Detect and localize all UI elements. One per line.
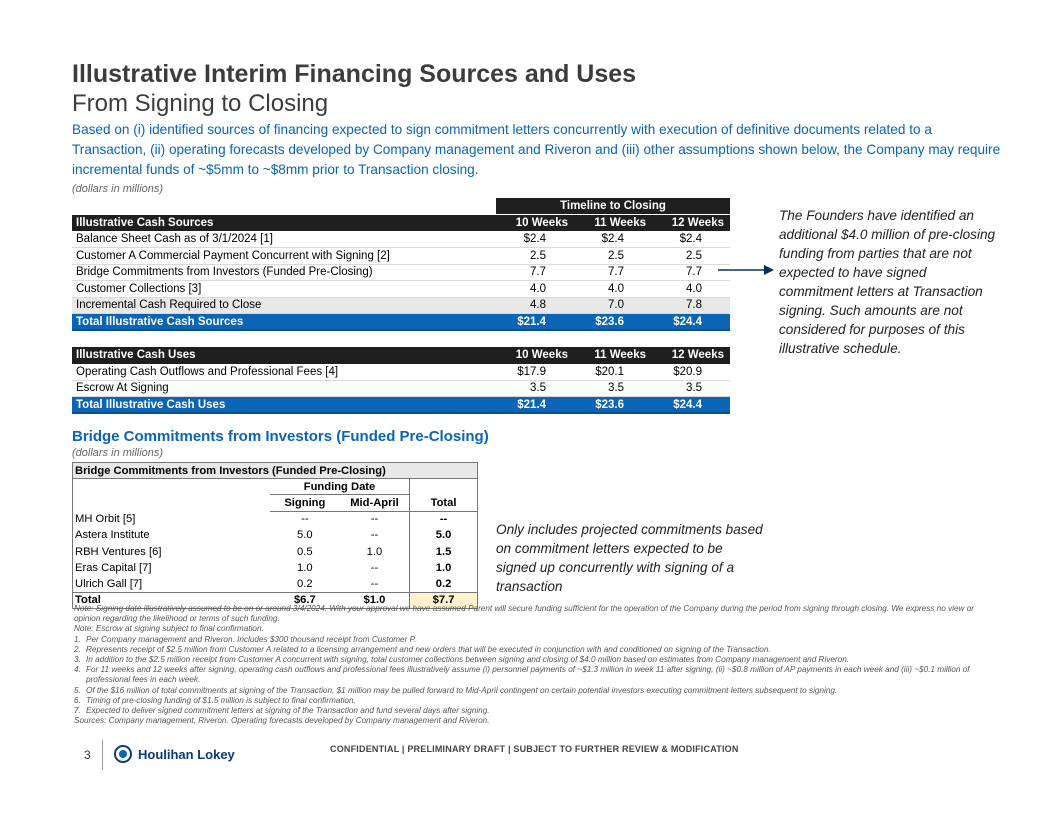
cell-value: 4.0 [496, 281, 574, 298]
cell-value: -- [370, 529, 379, 542]
bridge-table-title: Bridge Commitments from Investors (Funded Pre-Closing) [73, 463, 478, 479]
header-cell: 12 Weeks [652, 215, 730, 232]
footnote-item: 1. Per Company management and Riveron. Includes $300 thousand receipt from Customer P. [74, 634, 417, 644]
cell-value: $2.4 [496, 231, 574, 248]
cell-value: 7.7 [574, 264, 652, 281]
page-number: 3 [84, 748, 91, 762]
cell-value: $17.9 [496, 364, 574, 381]
cell-value: 1.5 [410, 543, 478, 559]
footnote-item: 3. In addition to the $2.5 million receipt from Customer A concurrent with signing, total customer collections between signing and closing of $4.0 million based on estimates from Company management and Riveron. [74, 655, 850, 665]
footnote-text: In addition to the $2.5 million receipt from Customer A concurrent with signing, total customer collections between signing and closing of $4.0 million based on estimates from Company management and Riveron. [86, 655, 850, 665]
bridge-table-title-row [73, 463, 478, 479]
cell-value: 5.0 [410, 527, 478, 543]
cell-value: $20.9 [652, 364, 730, 381]
cell-value: -- [301, 513, 309, 526]
note-text: Note: Escrow at signing subject to final confirmation. [74, 624, 264, 634]
row-label: Astera Institute [75, 529, 150, 542]
row-label: Bridge Commitments from Investors (Funded Pre-Closing) [72, 264, 496, 281]
page-title: Illustrative Interim Financing Sources and Uses [72, 60, 637, 88]
header-cell: Signing [270, 495, 340, 511]
uses-header-row [72, 347, 730, 364]
table-row [72, 264, 730, 281]
cell-value: 7.7 [496, 264, 574, 281]
footnote-text: Expected to deliver signed commitment letters at signing of the Transaction and fund several days after signing. [86, 706, 490, 716]
total-value: $23.6 [574, 314, 652, 331]
row-label: Incremental Cash Required to Close [72, 297, 496, 314]
bridge-section-title: Bridge Commitments from Investors (Funded Pre-Closing) [72, 428, 489, 445]
footnote-item: 6. Timing of pre-closing funding of $1.5 million is subject to final confirmation. [74, 695, 356, 705]
total-value: $24.4 [652, 397, 730, 414]
footnote-text: Timing of pre-closing funding of $1.5 million is subject to final confirmation. [86, 695, 356, 705]
row-label: Ulrich Gall [7] [75, 577, 143, 590]
cash-uses-table [72, 347, 730, 414]
cell-value: 4.0 [574, 281, 652, 298]
total-row [72, 397, 730, 414]
header-cell: Illustrative Cash Sources [72, 215, 496, 232]
footnote-text: Per Company management and Riveron. Includes $300 thousand receipt from Customer P. [86, 634, 417, 644]
footnote-item: 4. For 11 weeks and 12 weeks after signing, operating cash outflows and professional fees illustratively assume (i) personnel payments of ~$1.3 million in week 11 after signing, (ii) ~$0.8 million of AP payments in each week and (iii) ~$0.1 million of professional fees in each week. [74, 665, 994, 685]
timeline-label: Timeline to Closing [496, 198, 730, 215]
table-row [72, 281, 730, 298]
row-label: MH Orbit [5] [75, 513, 136, 526]
table-row [73, 543, 478, 559]
table-row [72, 364, 730, 381]
total-value: $23.6 [574, 397, 652, 414]
footnote-text: For 11 weeks and 12 weeks after signing, operating cash outflows and professional fees illustratively assume (i) personnel payments of ~$1.3 million in week 11 after signing, (ii) ~$0.8 million of AP payments in each week and (iii) ~$0.1 million of professional fees in each week. [86, 665, 970, 685]
cell-value: 1.0 [297, 561, 313, 574]
cell-value: -- [370, 513, 379, 526]
cell-value: 7.7 [652, 264, 730, 281]
cell-value: 3.5 [574, 380, 652, 397]
row-label: Customer A Commercial Payment Concurrent with Signing [2] [72, 248, 496, 265]
cell-value: -- [370, 561, 379, 574]
cell-value: 5.0 [297, 529, 313, 542]
header-cell: 10 Weeks [496, 347, 574, 364]
header-cell: 10 Weeks [496, 215, 574, 232]
logo-icon [114, 745, 132, 763]
cell-value: 1.0 [366, 545, 383, 558]
cell-value: 3.5 [652, 380, 730, 397]
table-row [73, 527, 478, 543]
bridge-column-headers [73, 495, 478, 511]
row-label: Escrow At Signing [72, 380, 496, 397]
cell-value: $20.1 [574, 364, 652, 381]
cell-value: -- [410, 511, 478, 527]
total-value: $1.0 [340, 592, 410, 608]
confidential-label: CONFIDENTIAL | PRELIMINARY DRAFT | SUBJECT TO FURTHER REVIEW & MODIFICATION [330, 744, 739, 754]
timeline-header-row [72, 198, 730, 215]
footnote-item: 2. Represents receipt of $2.5 million from Customer A related to a licensing arrangement and new orders that will be executed in conjunction with and conditioned on signing of the Transaction. [74, 644, 771, 654]
cell-value: 7.0 [574, 297, 652, 314]
table-row [72, 380, 730, 397]
table-row [73, 560, 478, 576]
cash-sources-table [72, 198, 730, 331]
total-label: Total [73, 592, 270, 608]
cell-value: 0.2 [410, 576, 478, 592]
page-footer [0, 740, 1056, 770]
row-label: Balance Sheet Cash as of 3/1/2024 [1] [72, 231, 496, 248]
table-row [73, 576, 478, 592]
houlihan-lokey-logo [114, 745, 235, 763]
cell-value: 4.8 [496, 297, 574, 314]
footnote-text: Represents receipt of $2.5 million from Customer A related to a licensing arrangement and new orders that will be executed in conjunction with and conditioned on signing of the Transaction. [86, 644, 771, 654]
row-label: Customer Collections [3] [72, 281, 496, 298]
cell-value: 7.8 [652, 297, 730, 314]
sources-note: Sources: Company management, Riveron. Operating forecasts developed by Company management and Riveron. [74, 716, 490, 726]
table-row [73, 511, 478, 527]
footnote-text: Of the $16 million of total commitments at signing of the Transaction, $1 million may be pulled forward to Mid-April contingent on certain potential investors executing commitment letters subsequent to signing. [86, 685, 838, 695]
header-cell: Illustrative Cash Uses [72, 347, 496, 364]
header-cell: 11 Weeks [574, 215, 652, 232]
founders-side-note: The Founders have identified an additional $4.0 million of pre-closing funding from parties that are not expected to have signed commitment letters at Transaction signing. Such amounts are not considered for purposes of this illustrative schedule. [779, 208, 996, 356]
cell-value: 1.0 [410, 560, 478, 576]
funding-date-label: Funding Date [270, 479, 410, 495]
total-value: $21.4 [496, 397, 574, 414]
bridge-side-note: Only includes projected commitments based on commitment letters expected to be signed up concurrently with signing of a transaction [496, 522, 763, 594]
footnote-item: 5. Of the $16 million of total commitments at signing of the Transaction, $1 million may be pulled forward to Mid-April contingent on certain potential investors executing commitment letters subsequent to signing. [74, 685, 838, 695]
units-label: (dollars in millions) [72, 447, 164, 459]
footnote-item: 7. Expected to deliver signed commitment letters at signing of the Transaction and fund several days after signing. [74, 706, 490, 716]
header-cell: 11 Weeks [574, 347, 652, 364]
header-cell: 12 Weeks [652, 347, 730, 364]
bridge-commitments-table [72, 462, 478, 609]
header-cell: Mid-April [340, 495, 410, 511]
cell-value: 4.0 [652, 281, 730, 298]
cell-value: $2.4 [652, 231, 730, 248]
total-value: $24.4 [652, 314, 730, 331]
table-row [72, 231, 730, 248]
header-cell: Total [410, 495, 478, 511]
sources-header-row [72, 215, 730, 232]
footnotes [74, 604, 994, 726]
cell-value: 3.5 [496, 380, 574, 397]
row-label: Operating Cash Outflows and Professional Fees [4] [72, 364, 496, 381]
cell-value: -- [370, 577, 379, 590]
row-label: Eras Capital [7] [75, 561, 152, 574]
total-value: $21.4 [496, 314, 574, 331]
cell-value: $2.4 [574, 231, 652, 248]
total-label: Total Illustrative Cash Uses [72, 397, 496, 414]
total-label: Total Illustrative Cash Sources [72, 314, 496, 331]
footer-divider [102, 740, 103, 770]
cell-value: 2.5 [496, 248, 574, 265]
cell-value: 0.5 [297, 545, 313, 558]
units-label: (dollars in millions) [72, 183, 164, 195]
logo-text: Houlihan Lokey [138, 746, 235, 762]
cell-value: 2.5 [652, 248, 730, 265]
total-value: $7.7 [410, 592, 478, 608]
cell-value: 0.2 [297, 577, 313, 590]
cell-value: 2.5 [574, 248, 652, 265]
note-text: Note: Signing date illustratively assumed to be on or around 3/4/2024. With your approval we have assumed Parent will secure funding sufficient for the operation of the Company during the period from signing through closing. We express no view or opinion regarding the likelihood or terms of such funding. [74, 604, 974, 624]
total-value: $6.7 [270, 592, 340, 608]
table-row [72, 248, 730, 265]
funding-date-row [73, 479, 478, 495]
row-label: RBH Ventures [6] [75, 545, 162, 558]
page-subtitle: From Signing to Closing [72, 90, 329, 117]
arrow-right-icon [718, 265, 774, 275]
intro-text: Based on (i) identified sources of financing expected to sign commitment letters concurrently with execution of definitive documents related to a Transaction, (ii) operating forecasts developed by Company management and Riveron and (iii) other assumptions shown below, the Company may require incremental funds of ~$5mm to ~$8mm prior to Transaction closing. [72, 122, 1001, 177]
total-row [72, 314, 730, 331]
table-row [72, 297, 730, 314]
